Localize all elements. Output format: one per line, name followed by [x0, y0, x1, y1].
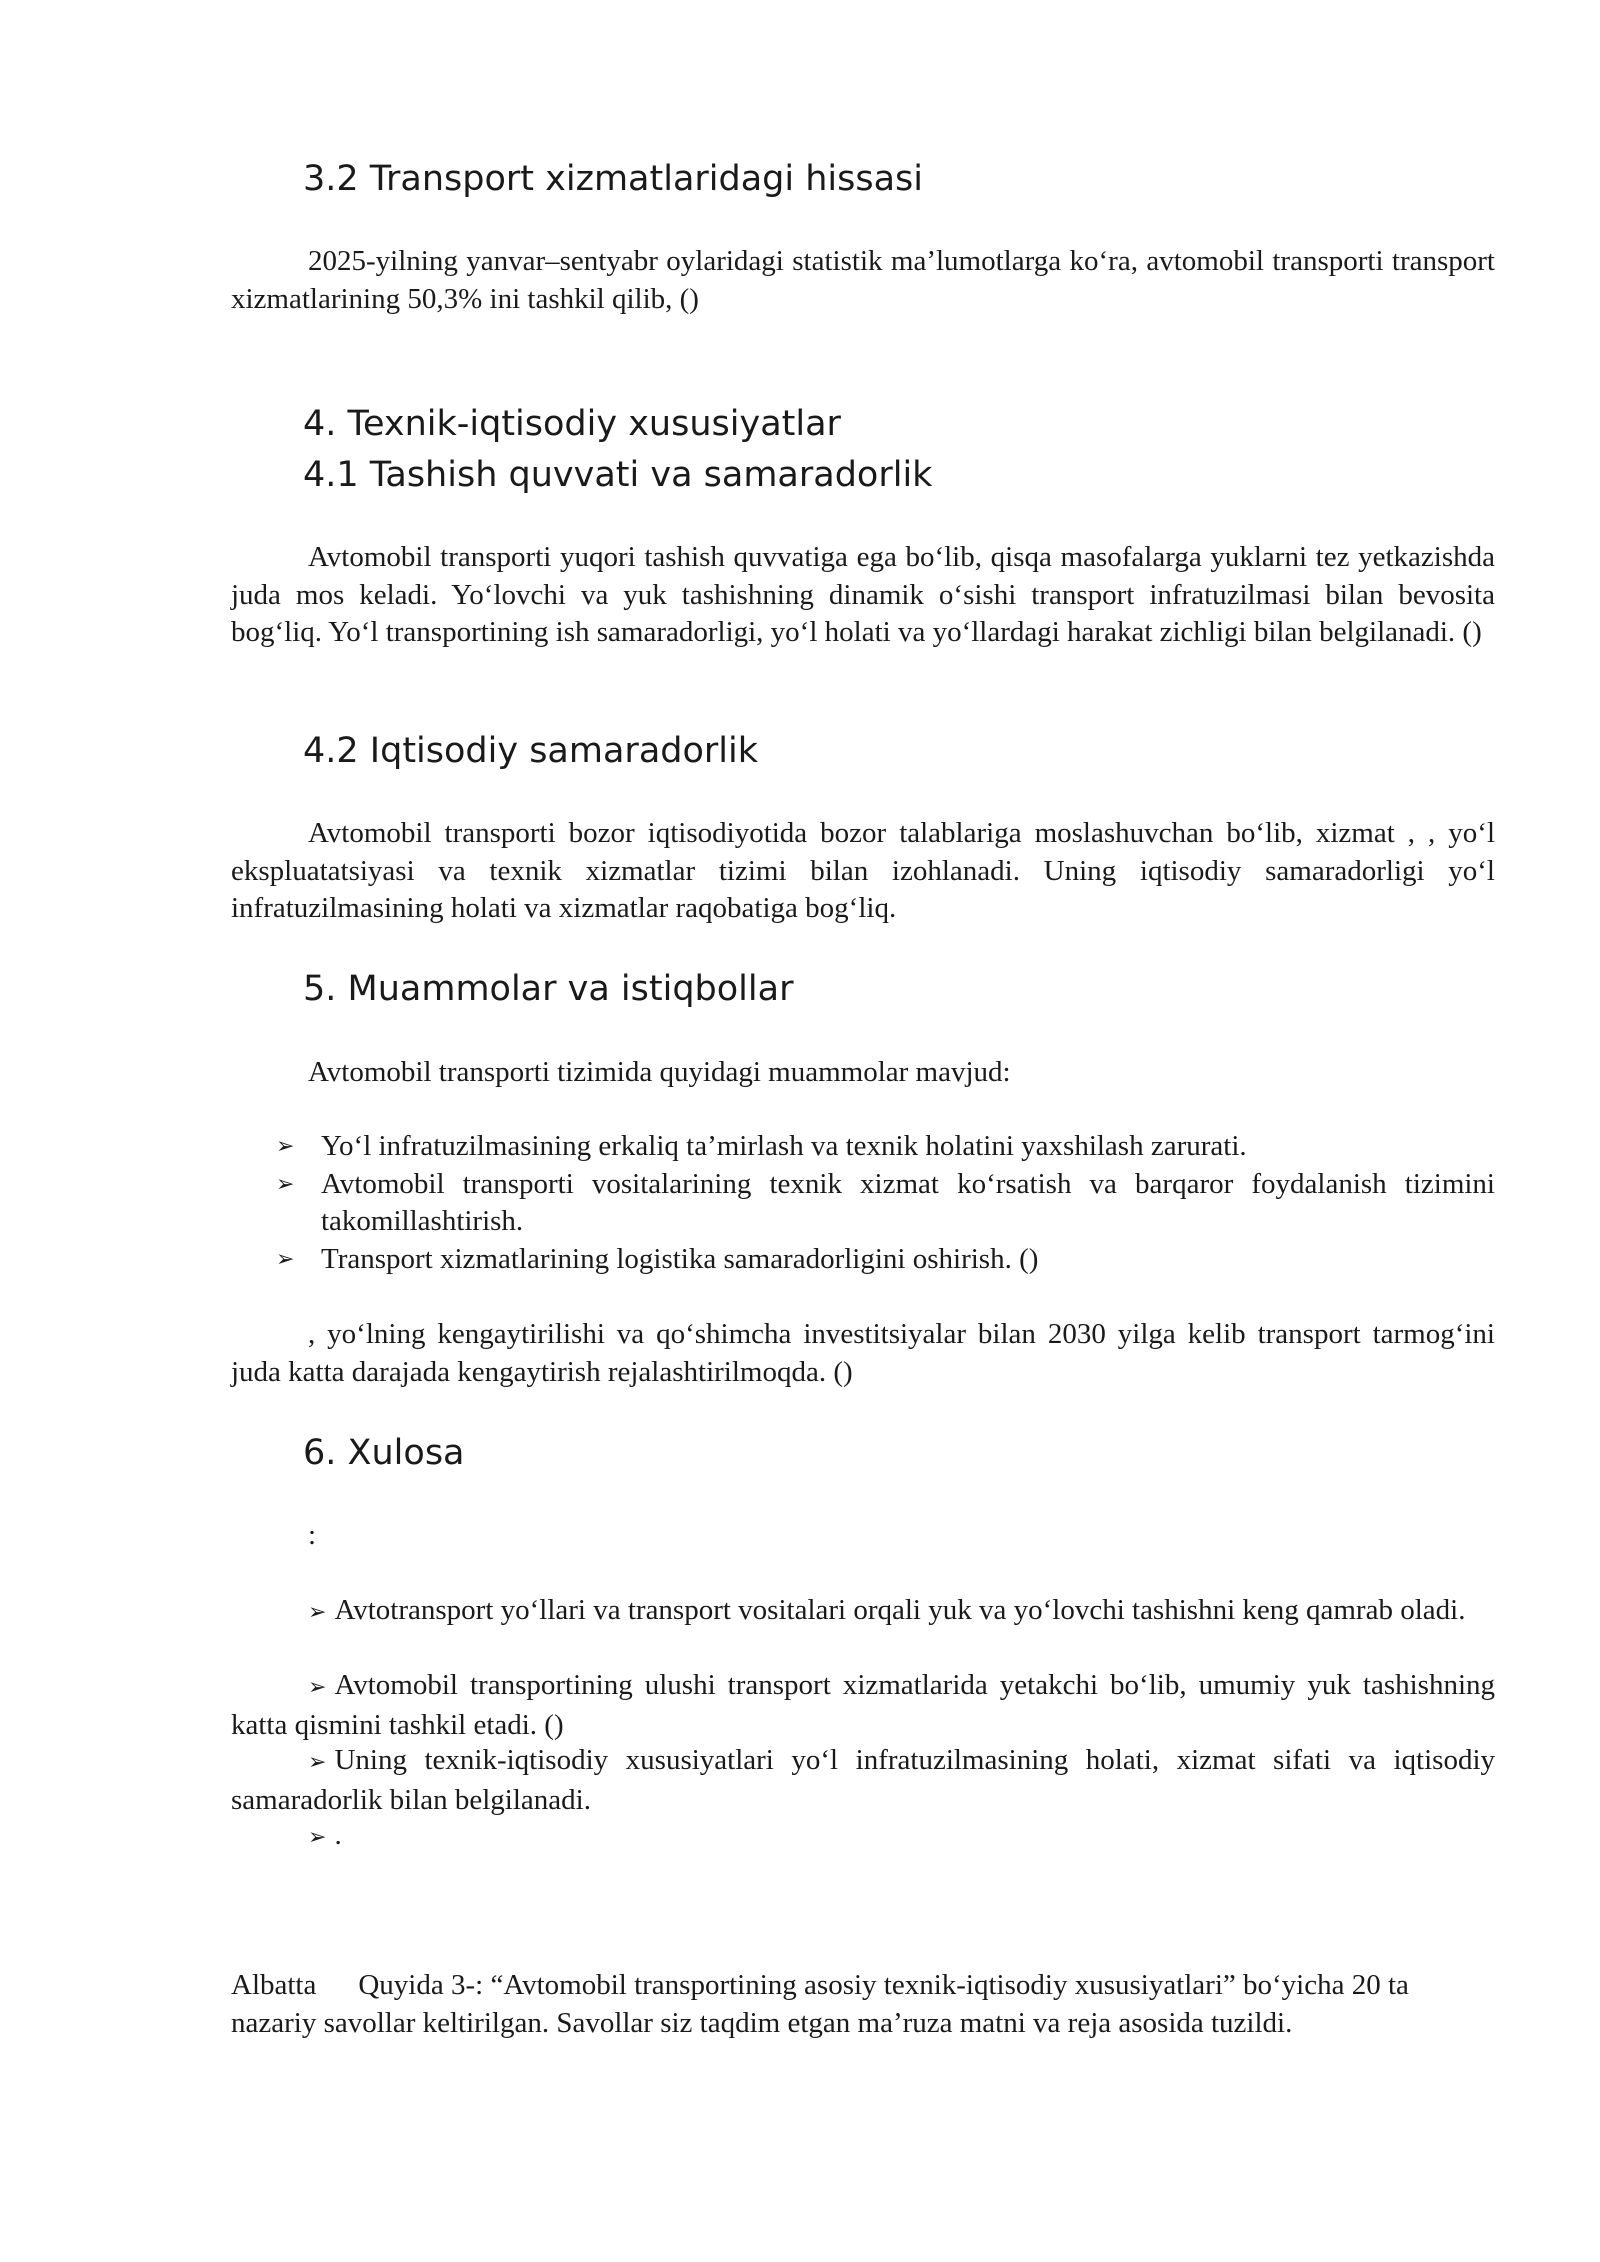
- conclusion-item-text: Avtotransport yo‘llari va transport vositalari orqali yuk va yo‘lovchi tashishni keng qamrab oladi.: [334, 1594, 1466, 1626]
- arrow-bullet-icon: ➢: [308, 1600, 327, 1625]
- list-item-text: Transport xizmatlarining logistika samaradorligini oshirish. (): [321, 1242, 1039, 1275]
- list-item-text: Yo‘l infratuzilmasining erkaliq ta’mirlash va texnik holatini yaxshilash zarurati.: [321, 1130, 1247, 1162]
- footer-text: Quyida 3-: “Avtomobil transportining asosiy texnik-iqtisodiy xususiyatlari” bo‘yicha 20 ta nazariy savollar keltirilgan. Savollar siz taqdim etgan ma’ruza matni va reja asosida tuzildi.: [231, 1969, 1409, 2039]
- paragraph-4-2: Avtomobil transporti bozor iqtisodiyotida bozor talablariga moslashuvchan bo‘lib, xizmat , , yo‘l ekspluatatsiyasi va texnik xizmatlar tizimi bilan izohlanadi. Uning iqtisodiy samaradorligi yo‘l infratuzilmasining holati va xizmatlar raqobatiga bog‘liq.: [231, 817, 1495, 924]
- paragraph-3-2: 2025-yilning yanvar–sentyabr oylaridagi statistik ma’lumotlarga ko‘ra, avtomobil transporti transport xizmatlarining 50,3% ini tashkil qilib, (): [231, 245, 1495, 315]
- heading-3-2: 3.2 Transport xizmatlaridagi hissasi: [303, 159, 924, 199]
- conclusion-item-text: Uning texnik-iqtisodiy xususiyatlari yo‘l infratuzilmasining holati, xizmat sifati va iqtisodiy samaradorlik bilan belgilanadi.: [231, 1744, 1495, 1816]
- arrow-bullet-icon: ➢: [276, 1246, 295, 1272]
- footer-lead: Albatta: [231, 1969, 317, 2001]
- footer-paragraph: [231, 1967, 1495, 2042]
- list-item-text: Avtomobil transporti vositalarining texnik xizmat ko‘rsatish va barqaror foydalanish tizimini takomillashtirish.: [321, 1167, 1495, 1237]
- heading-6: 6. Xulosa: [303, 1433, 465, 1473]
- paragraph-5-intro: Avtomobil transporti tizimida quyidagi muammolar mavjud:: [308, 1056, 1011, 1088]
- arrow-bullet-icon: ➢: [276, 1134, 295, 1159]
- conclusion-item-text: .: [334, 1819, 342, 1851]
- heading-5: 5. Muammolar va istiqbollar: [303, 969, 794, 1009]
- paragraph-4-1: Avtomobil transporti yuqori tashish quvvatiga ega bo‘lib, qisqa masofalarga yuklarni tez yetkazishda juda mos keladi. Yo‘lovchi va yuk tashishning dinamik o‘sishi transport infratuzilmasi bilan bevosita bog‘liq. Yo‘l transportining ish samaradorligi, yo‘l holati va yo‘llardagi harakat zichligi bilan belgilanadi. (): [231, 541, 1495, 648]
- conclusion-item: [231, 1742, 1495, 1819]
- problems-list: [276, 1128, 1495, 1278]
- heading-4-2: 4.2 Iqtisodiy samaradorlik: [303, 731, 758, 771]
- arrow-bullet-icon: ➢: [308, 1750, 327, 1775]
- list-item: [276, 1241, 1495, 1279]
- conclusion-item: [231, 1667, 1495, 1744]
- arrow-bullet-icon: ➢: [308, 1825, 327, 1850]
- conclusion-item-text: Avtomobil transportining ulushi transport xizmatlarida yetakchi bo‘lib, umumiy yuk tashishning katta qismini tashkil etadi. (): [231, 1669, 1495, 1741]
- paragraph-6-intro: :: [308, 1519, 317, 1551]
- heading-4-1: 4.1 Tashish quvvati va samaradorlik: [303, 455, 933, 495]
- conclusion-item: [231, 1592, 1495, 1632]
- conclusion-item: [231, 1817, 1495, 1857]
- list-item: [276, 1166, 1495, 1241]
- heading-4: 4. Texnik-iqtisodiy xususiyatlar: [303, 404, 841, 444]
- arrow-bullet-icon: ➢: [308, 1675, 327, 1700]
- list-item: [276, 1128, 1495, 1166]
- arrow-bullet-icon: ➢: [276, 1171, 295, 1197]
- paragraph-5-closing: , yo‘lning kengaytirilishi va qo‘shimcha investitsiyalar bilan 2030 yilga kelib transport tarmog‘ini juda katta darajada kengaytirish rejalashtirilmoqda. (): [231, 1318, 1495, 1388]
